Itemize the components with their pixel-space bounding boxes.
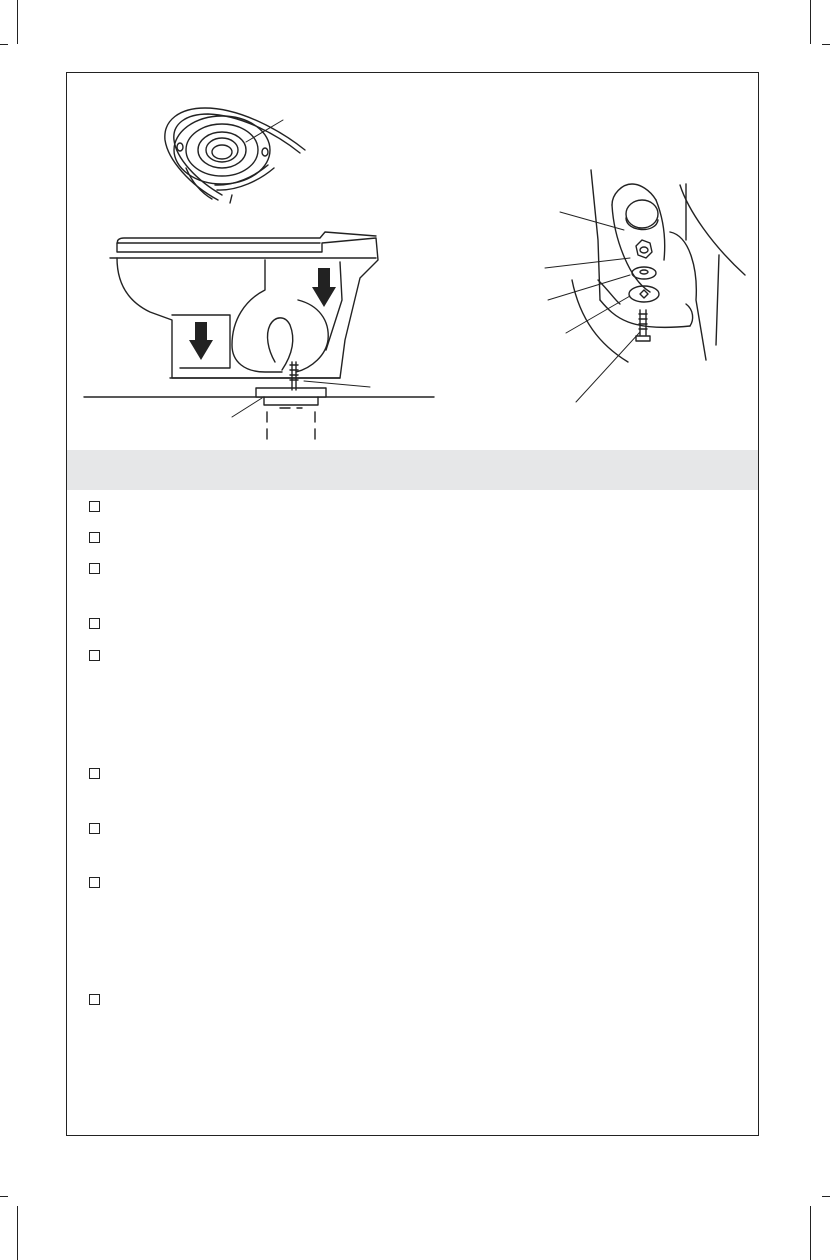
drain-pipe <box>264 397 318 405</box>
checkbox-item-9[interactable] <box>89 994 100 1005</box>
t-bolt <box>290 362 298 390</box>
illustration-layer <box>0 0 830 460</box>
checkbox-item-5[interactable] <box>89 650 100 661</box>
checkbox-item-3[interactable] <box>89 563 100 574</box>
bolt-cap-callout-lines <box>545 212 640 402</box>
callout-line-bolt <box>304 381 370 387</box>
checkbox-item-4[interactable] <box>89 618 100 629</box>
checkbox-item-2[interactable] <box>89 532 100 543</box>
toilet-bowl-side-view <box>110 232 378 378</box>
checkbox-item-8[interactable] <box>89 877 100 888</box>
down-arrow-icon <box>312 268 336 307</box>
callout-line-flange-side <box>232 398 262 417</box>
drain-pipe-dashed <box>267 408 315 440</box>
checkbox-item-1[interactable] <box>89 501 100 512</box>
checkbox-item-7[interactable] <box>89 823 100 834</box>
bolt-cap-assembly-detail <box>572 170 745 362</box>
closet-flange <box>256 388 326 397</box>
checkbox-item-6[interactable] <box>89 768 100 779</box>
bowl-underside-inset <box>165 108 305 203</box>
down-arrow-icon <box>189 322 213 360</box>
